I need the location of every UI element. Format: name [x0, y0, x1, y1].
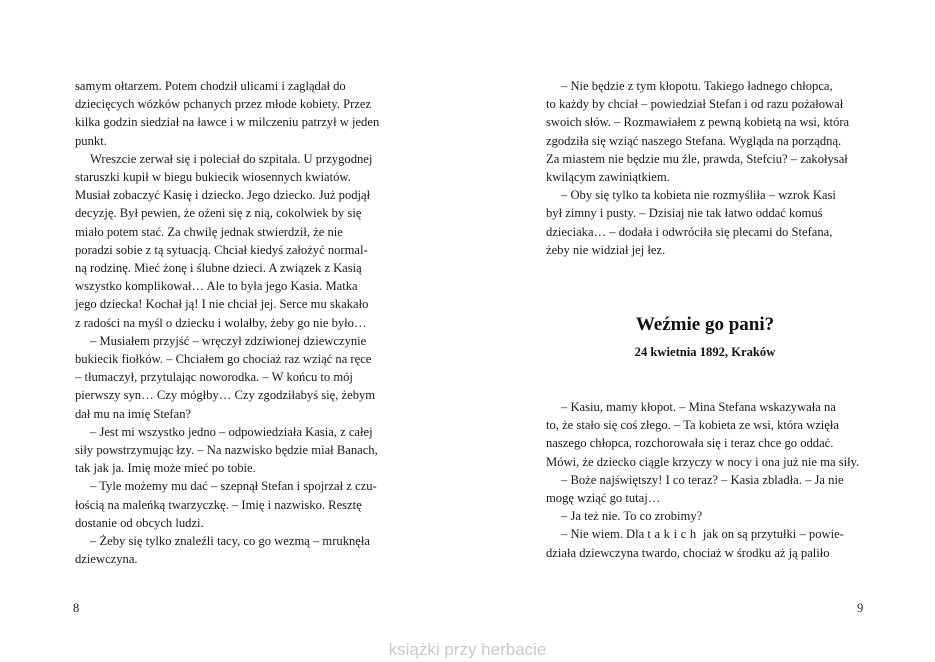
- page-number: 9: [857, 601, 864, 615]
- text-line: – Jest mi wszystko jedno – odpowiedziała Kasia, z całej: [90, 424, 373, 439]
- text-line: – Żeby się tylko znaleźli tacy, co go wezmą – mruknęła: [90, 534, 370, 549]
- right-page-text-top: [546, 77, 864, 259]
- text-line: miało potem stać. Za chwilę jednak stwierdził, że nie: [75, 224, 343, 239]
- text-line: – Oby się tylko ta kobieta nie rozmyśliła – wzrok Kasi: [561, 188, 836, 203]
- chapter-title: Weźmie go pani?: [635, 314, 775, 335]
- text-line: działa dziewczyna twardo, chociaż w środku aż ją paliło: [546, 545, 830, 560]
- text-line: – Kasiu, mamy kłopot. – Mina Stefana wskazywała na: [561, 400, 836, 414]
- text-line: tak jak ja. Imię może mieć po tobie.: [75, 461, 256, 476]
- text-line: był zimny i pusty. – Dzisiaj nie tak łatwo oddać komuś: [546, 206, 823, 221]
- text-line: mogę wziąć go tutaj…: [546, 491, 661, 506]
- text-line: dzieciaka… – dodała i odwróciła się plecami do Stefana,: [546, 224, 833, 239]
- text-line: – Boże najświętszy! I co teraz? – Kasia zbladła. – Ja nie: [561, 472, 844, 487]
- text-line: kwilącym zawiniątkiem.: [546, 170, 670, 185]
- text-line: decyzję. Był pewien, że ożeni się z nią, cokolwiek by się: [75, 206, 362, 221]
- text-line: żeby nie widział jej łez.: [546, 242, 666, 257]
- text-line: – Nie będzie z tym kłopotu. Takiego ładnego chłopca,: [561, 79, 833, 93]
- text-line: to każdy by chciał – powiedział Stefan i od razu pożałował: [546, 97, 844, 112]
- text-line: jego dziecka! Kochał ją! I nie chciał jej. Serce mu skakało: [75, 297, 369, 312]
- text-line: pierwszy syn… Czy mógłby… Czy zgodziłabyś się, żebym: [75, 388, 376, 403]
- text-line: samym ołtarzem. Potem chodził ulicami i zaglądał do: [75, 79, 346, 93]
- text-line: dziecięcych wózków pchanych przez młode kobiety. Przez: [75, 97, 372, 112]
- text-line: – tłumaczył, przytulając noworodka. – W końcu to mój: [75, 370, 353, 385]
- watermark: książki przy herbacie: [388, 640, 547, 659]
- text-line: Wreszcie zerwał się i poleciał do szpitala. U przygodnej: [90, 151, 373, 166]
- text-line: – Ja też nie. To co zrobimy?: [561, 509, 703, 524]
- text-line: siły powstrzymując łzy. – Na nazwisko będzie miał Banach,: [75, 443, 378, 458]
- text-line: wszystko komplikował… Ale to była jego Kasia. Matka: [75, 279, 358, 294]
- chapter-date: 24 kwietnia 1892, Kraków: [634, 345, 776, 359]
- text-line: Musiał zobaczyć Kasię i dziecko. Jego dziecko. Już podjął: [75, 188, 371, 203]
- text-line: naszego chłopca, rozchorowała się i teraz chce go oddać.: [546, 436, 834, 451]
- spaced-emphasis: takich: [647, 527, 700, 542]
- text-line: bukiecik fiołków. – Chciałem go chociaż raz wziąć na ręce: [75, 352, 372, 367]
- text-line: ną rodzinę. Mieć żonę i ślubne dzieci. A związek z Kasią: [75, 261, 362, 276]
- text-line: punkt.: [75, 133, 107, 148]
- text-line: kilka godzin siedział na ławce i w milczeniu patrzył w jeden: [75, 115, 380, 130]
- right-page: [467, 0, 935, 662]
- text-fragment: – Nie wiem. Dla: [561, 527, 648, 542]
- text-line: dziewczyna.: [75, 552, 138, 567]
- text-line: poradzi sobie z tą sytuacją. Chciał kiedyś założyć normal-: [75, 242, 368, 257]
- text-line: – Musiałem przyjść – wręczył zdziwionej dziewczynie: [90, 333, 367, 348]
- text-line: Za miastem nie będzie mu źle, prawda, Stefciu? – zakołysał: [546, 151, 848, 166]
- left-page-text: [75, 77, 392, 568]
- text-line: z radości na myśl o dziecku i wolałby, żeby go nie było…: [75, 315, 367, 330]
- text-line: dostanie od obcych ludzi.: [75, 515, 204, 530]
- text-line: łością na maleńką twarzyczkę. – Imię i nazwisko. Resztę: [75, 497, 362, 512]
- text-line: dał mu na imię Stefan?: [75, 406, 192, 421]
- right-page-text-bottom: [546, 398, 864, 562]
- text-fragment: jak on są przytułki – powie-: [699, 527, 844, 542]
- text-line: zgodziła się wziąć naszego Stefana. Wygląda na porządną.: [546, 133, 842, 148]
- text-line: swoich słów. – Rozmawiałem z pewną kobietą na wsi, która: [546, 115, 850, 130]
- page-number: 8: [73, 601, 80, 615]
- text-line: Mówi, że dziecko ciągle krzyczy w nocy i ona już nie ma siły.: [546, 454, 860, 469]
- text-line: – Tyle możemy mu dać – szepnął Stefan i spojrzał z czu-: [90, 479, 377, 494]
- text-line: staruszki kupił w biegu bukiecik wiosennych kwiatów.: [75, 170, 351, 185]
- left-page: [0, 0, 467, 662]
- text-line: to, że stało się coś złego. – Ta kobieta ze wsi, która wzięła: [546, 418, 839, 433]
- text-line: [546, 525, 864, 543]
